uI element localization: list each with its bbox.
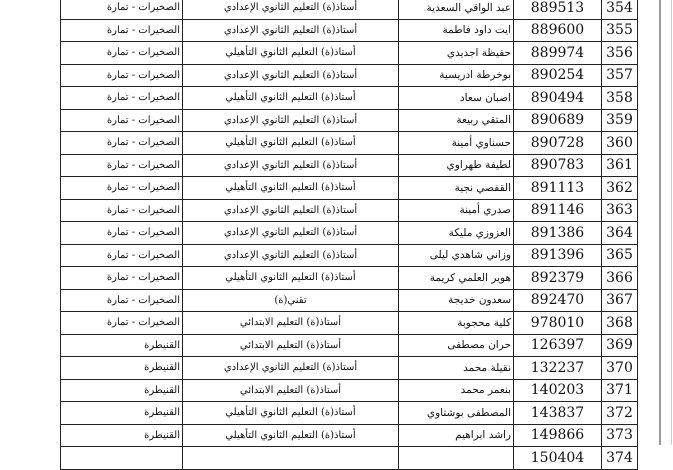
cell-code: 891386	[514, 222, 602, 245]
cell-name: المصطفى بوشتاوي	[399, 402, 514, 425]
cell-number: 360	[602, 132, 638, 155]
cell-name: صدري أمينة	[399, 199, 514, 222]
cell-region: الصخيرات - تمارة	[61, 177, 183, 200]
table-row	[61, 42, 638, 65]
cell-name: حفيظة اجديدي	[399, 42, 514, 65]
cell-code: 889513	[514, 0, 602, 19]
cell-region: الصخيرات - تمارة	[61, 222, 183, 245]
table-row	[61, 109, 638, 132]
table-body	[61, 0, 638, 469]
cell-region: الصخيرات - تمارة	[61, 64, 183, 87]
cell-region: القنيطرة	[61, 424, 183, 447]
cell-region: القنيطرة	[61, 357, 183, 380]
cell-grade: أستاذ(ة) التعليم الثانوي الإعدادي	[183, 199, 399, 222]
cell-region: الصخيرات - تمارة	[61, 199, 183, 222]
cell-region: الصخيرات - تمارة	[61, 0, 183, 19]
cell-code: 890783	[514, 154, 602, 177]
cell-name: بوخرطة ادريسية	[399, 64, 514, 87]
cell-name: العزوزي مليكة	[399, 222, 514, 245]
cell-region: الصخيرات - تمارة	[61, 244, 183, 267]
table-row	[61, 19, 638, 42]
table-row	[61, 154, 638, 177]
cell-region: القنيطرة	[61, 379, 183, 402]
cell-region: الصخيرات - تمارة	[61, 19, 183, 42]
cell-code: 891146	[514, 199, 602, 222]
cell-grade: أستاذ(ة) التعليم الثانوي الإعدادي	[183, 0, 399, 19]
cell-name: نقيلة محمد	[399, 357, 514, 380]
cell-name: المتقي ربيعة	[399, 109, 514, 132]
cell-name: راشد ابراهيم	[399, 424, 514, 447]
cell-code: 892379	[514, 267, 602, 290]
table-row	[61, 0, 638, 19]
table-row	[61, 177, 638, 200]
cell-number: 358	[602, 87, 638, 110]
table-row	[61, 87, 638, 110]
cell-grade: تقني(ة)	[183, 289, 399, 312]
cell-number: 362	[602, 177, 638, 200]
cell-code: 889974	[514, 42, 602, 65]
cell-region: الصخيرات - تمارة	[61, 267, 183, 290]
cell-grade: أستاذ(ة) التعليم الثانوي التأهيلي	[183, 87, 399, 110]
cell-grade: أستاذ(ة) التعليم الثانوي التأهيلي	[183, 402, 399, 425]
cell-region	[61, 447, 183, 470]
cell-name: ايت داود فاطمة	[399, 19, 514, 42]
table-row	[61, 447, 638, 470]
cell-grade: أستاذ(ة) التعليم الثانوي التأهيلي	[183, 177, 399, 200]
cell-name: لطيفة طهراوي	[399, 154, 514, 177]
page-edge-shadow	[659, 0, 661, 445]
cell-number: 369	[602, 334, 638, 357]
cell-name: حران مصطفى	[399, 334, 514, 357]
cell-code: 132237	[514, 357, 602, 380]
cell-name: هوير العلمي كريمة	[399, 267, 514, 290]
cell-name: بنعمر محمد	[399, 379, 514, 402]
cell-grade: أستاذ(ة) التعليم الابتدائي	[183, 312, 399, 335]
cell-grade: أستاذ(ة) التعليم الثانوي التأهيلي	[183, 42, 399, 65]
cell-code: 149866	[514, 424, 602, 447]
cell-number: 356	[602, 42, 638, 65]
cell-grade	[183, 447, 399, 470]
table-row	[61, 402, 638, 425]
cell-code: 891396	[514, 244, 602, 267]
cell-number: 371	[602, 379, 638, 402]
table-row	[61, 64, 638, 87]
cell-grade: أستاذ(ة) التعليم الثانوي الإعدادي	[183, 64, 399, 87]
cell-number: 367	[602, 289, 638, 312]
cell-number: 355	[602, 19, 638, 42]
cell-code: 889600	[514, 19, 602, 42]
cell-grade: أستاذ(ة) التعليم الثانوي الإعدادي	[183, 244, 399, 267]
cell-number: 373	[602, 424, 638, 447]
cell-name: حسناوي أمينة	[399, 132, 514, 155]
cell-region: الصخيرات - تمارة	[61, 289, 183, 312]
cell-number: 368	[602, 312, 638, 335]
cell-number: 374	[602, 447, 638, 470]
cell-code: 150404	[514, 447, 602, 470]
page-edge-line	[671, 0, 672, 445]
cell-region: القنيطرة	[61, 402, 183, 425]
cell-number: 363	[602, 199, 638, 222]
cell-region: الصخيرات - تمارة	[61, 109, 183, 132]
cell-number: 364	[602, 222, 638, 245]
cell-code: 890494	[514, 87, 602, 110]
cell-name: وزاني شاهدي ليلى	[399, 244, 514, 267]
cell-region: الصخيرات - تمارة	[61, 154, 183, 177]
table-row	[61, 357, 638, 380]
cell-grade: أستاذ(ة) التعليم الثانوي التأهيلي	[183, 132, 399, 155]
cell-name: سعدون خديجة	[399, 289, 514, 312]
staff-table	[60, 0, 638, 470]
cell-number: 357	[602, 64, 638, 87]
cell-code: 890728	[514, 132, 602, 155]
cell-number: 365	[602, 244, 638, 267]
table-row	[61, 222, 638, 245]
cell-code: 978010	[514, 312, 602, 335]
cell-code: 126397	[514, 334, 602, 357]
cell-number: 372	[602, 402, 638, 425]
cell-number: 366	[602, 267, 638, 290]
cell-number: 359	[602, 109, 638, 132]
cell-name: القفصي نجية	[399, 177, 514, 200]
cell-name: عبد الواقي السعدية	[399, 0, 514, 19]
table-row	[61, 132, 638, 155]
cell-name: اصبان سعاد	[399, 87, 514, 110]
table-row	[61, 199, 638, 222]
cell-grade: أستاذ(ة) التعليم الابتدائي	[183, 379, 399, 402]
cell-grade: أستاذ(ة) التعليم الثانوي الإعدادي	[183, 19, 399, 42]
table-row	[61, 267, 638, 290]
cell-code: 140203	[514, 379, 602, 402]
cell-grade: أستاذ(ة) التعليم الثانوي الإعدادي	[183, 222, 399, 245]
cell-grade: أستاذ(ة) التعليم الثانوي التأهيلي	[183, 267, 399, 290]
cell-grade: أستاذ(ة) التعليم الثانوي الإعدادي	[183, 154, 399, 177]
cell-number: 361	[602, 154, 638, 177]
table-row	[61, 312, 638, 335]
table-row	[61, 424, 638, 447]
cell-code: 890689	[514, 109, 602, 132]
cell-region: الصخيرات - تمارة	[61, 312, 183, 335]
cell-number: 370	[602, 357, 638, 380]
cell-grade: أستاذ(ة) التعليم الثانوي الإعدادي	[183, 109, 399, 132]
cell-region: الصخيرات - تمارة	[61, 42, 183, 65]
cell-grade: أستاذ(ة) التعليم الابتدائي	[183, 334, 399, 357]
cell-grade: أستاذ(ة) التعليم الثانوي التأهيلي	[183, 424, 399, 447]
cell-number: 354	[602, 0, 638, 19]
cell-region: الصخيرات - تمارة	[61, 132, 183, 155]
cell-region: الصخيرات - تمارة	[61, 87, 183, 110]
table-row	[61, 379, 638, 402]
table-row	[61, 244, 638, 267]
cell-code: 890254	[514, 64, 602, 87]
cell-region: القنيطرة	[61, 334, 183, 357]
cell-code: 892470	[514, 289, 602, 312]
cell-code: 891113	[514, 177, 602, 200]
table-row	[61, 289, 638, 312]
cell-name	[399, 447, 514, 470]
table-row	[61, 334, 638, 357]
cell-grade: أستاذ(ة) التعليم الثانوي الإعدادي	[183, 357, 399, 380]
cell-code: 143837	[514, 402, 602, 425]
cell-name: كلية محجوبة	[399, 312, 514, 335]
